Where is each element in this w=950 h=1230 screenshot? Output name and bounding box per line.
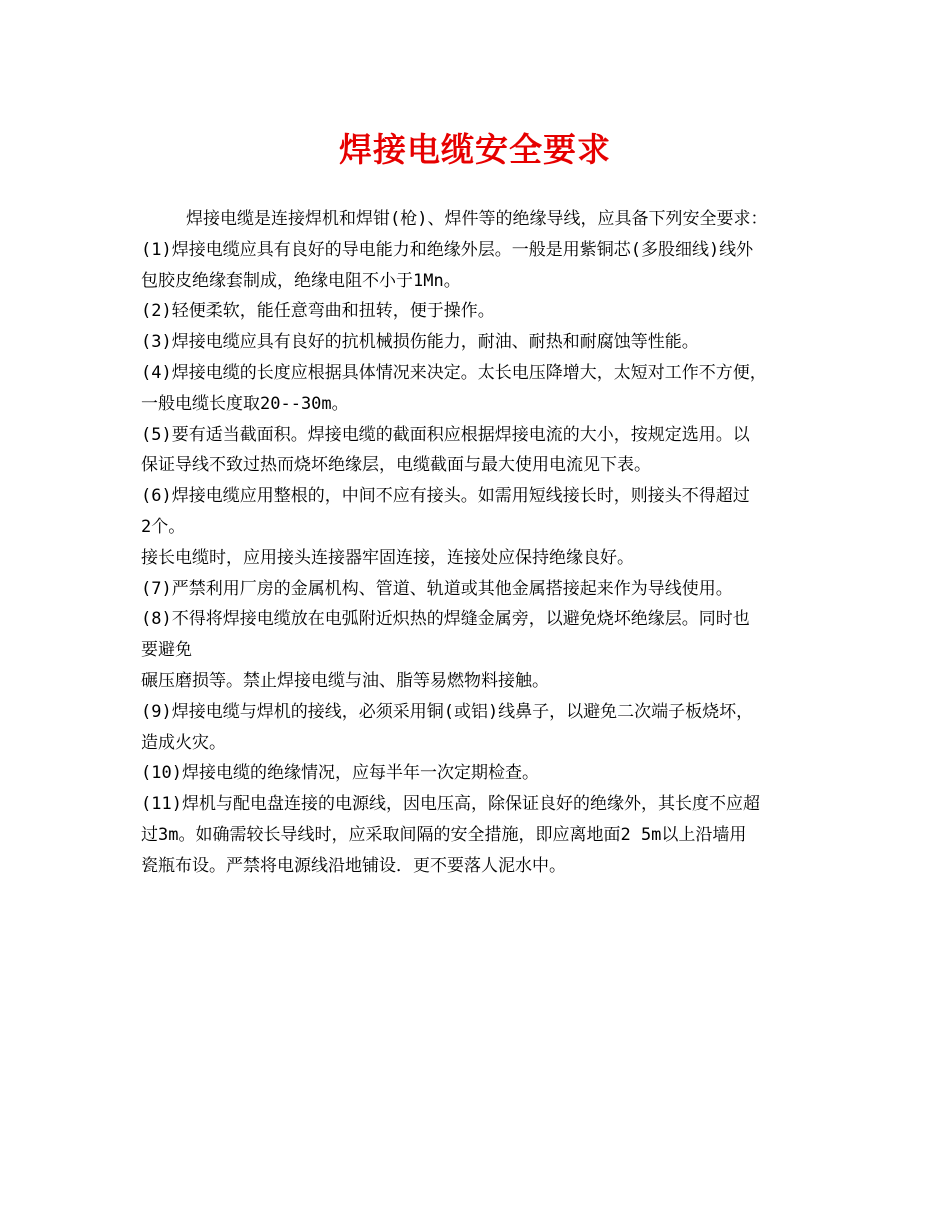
text-line: 要避免 (141, 640, 192, 661)
text-line: (8)不得将焊接电缆放在电弧附近炽热的焊缝金属旁，以避免烧坏绝缘层。同时也 (141, 609, 750, 630)
document-body (141, 204, 841, 882)
text-line: (5)要有适当截面积。焊接电缆的截面积应根据焊接电流的大小，按规定选用。以 (141, 424, 750, 445)
text-line: 一般电缆长度取20--30m。 (141, 393, 349, 414)
text-line: 接长电缆时，应用接头连接器牢固连接，连接处应保持绝缘良好。 (141, 547, 634, 568)
text-line: 瓷瓶布设。严禁将电源线沿地铺设．更不要落人泥水中。 (141, 855, 566, 876)
text-line: (11)焊机与配电盘连接的电源线，因电压高，除保证良好的绝缘外，其长度不应超 (141, 794, 760, 815)
text-line: (3)焊接电缆应具有良好的抗机械损伤能力，耐油、耐热和耐腐蚀等性能。 (141, 332, 699, 353)
text-line: 过3m。如确需较长导线时，应采取间隔的安全措施，即应离地面2 5m以上沿墙用 (141, 824, 747, 845)
text-line: (10)焊接电缆的绝缘情况，应每半年一次定期检查。 (141, 763, 539, 784)
text-line: (6)焊接电缆应用整根的，中间不应有接头。如需用短线接长时，则接头不得超过 (141, 486, 750, 507)
text-line: (9)焊接电缆与焊机的接线，必须采用铜(或铝)线鼻子，以避免二次端子板烧坏， (141, 701, 754, 722)
text-line: (2)轻便柔软，能任意弯曲和扭转，便于操作。 (141, 301, 495, 322)
document-title: 焊接电缆安全要求 (339, 130, 611, 169)
text-line: 包胶皮绝缘套制成，绝缘电阻不小于1Mn。 (141, 270, 461, 291)
text-line: (7)严禁利用厂房的金属机构、管道、轨道或其他金属搭接起来作为导线使用。 (141, 578, 733, 599)
text-line: 保证导线不致过热而烧坏绝缘层，电缆截面与最大使用电流见下表。 (141, 455, 651, 476)
text-line: 2个。 (141, 516, 186, 537)
text-line: 造成火灾。 (141, 732, 226, 753)
text-line: 碾压磨损等。禁止焊接电缆与油、脂等易燃物料接触。 (141, 670, 549, 691)
text-line: (1)焊接电缆应具有良好的导电能力和绝缘外层。一般是用紫铜芯(多股细线)线外 (141, 239, 754, 260)
paragraph-intro: 焊接电缆是连接焊机和焊钳(枪)、焊件等的绝缘导线，应具备下列安全要求： (186, 209, 768, 229)
text-line: (4)焊接电缆的长度应根据具体情况来决定。太长电压降增大，太短对工作不方便， (141, 362, 767, 383)
